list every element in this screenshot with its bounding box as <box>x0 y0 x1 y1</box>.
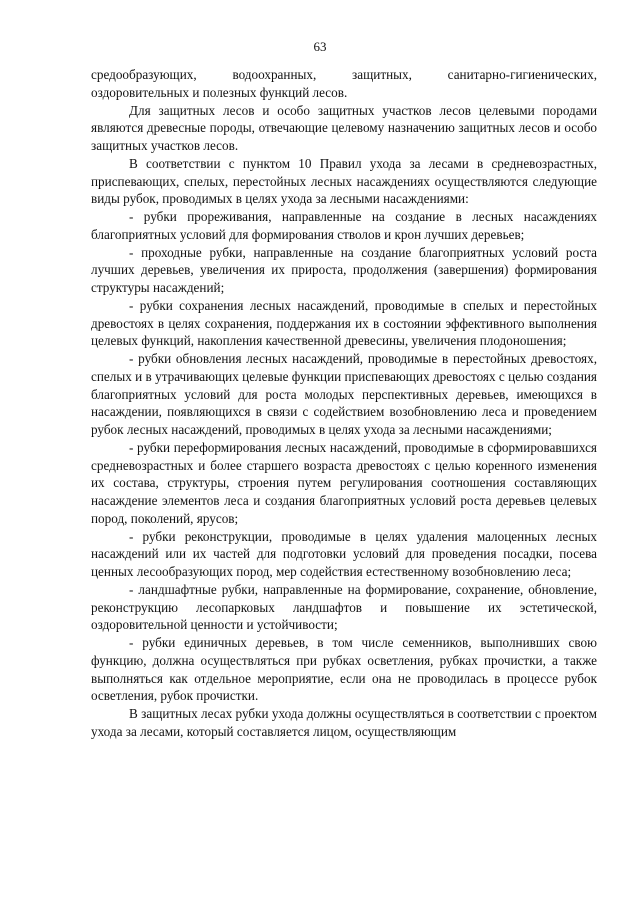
paragraph-final: В защитных лесах рубки ухода должны осуществляться в соответствии с проектом ухода за лесами, который составляется лицом, осуществляющим <box>91 706 597 739</box>
paragraph-3: В соответствии с пунктом 10 Правил ухода за лесами в средневозрастных, приспевающих, спелых, перестойных лесных насаждениях осуществляются следующие виды рубок, проводимых в целях ухода за лесными насаждениями: <box>91 155 597 207</box>
list-item-single-tree-cutting: - рубки единичных деревьев, в том числе семенников, выполнивших свою функцию, должна осуществляться при рубках осветления, рубках прочистки, а также выполняться как отдельное мероприятие, если она не проводилась в процессе рубок осветления, рубок прочистки. <box>91 635 597 704</box>
list-item-renewal-cutting: - рубки обновления лесных насаждений, проводимые в перестойных древостоях, спелых и в утрачивающих целевые функции приспевающих древостоях с целью создания благоприятных условий для роста молодых перспективных деревьев, имеющихся в насаждении, появляющихся в связи с содействием возобновлению леса и проведением рубок лесных насаждений, проводимых в целях ухода за лесными насаждениями; <box>91 351 597 437</box>
page-number: 63 <box>313 39 327 54</box>
list-item-passage-cutting: - проходные рубки, направленные на создание благоприятных условий роста лучших деревьев, увеличения их прироста, продолжения (завершения) формирования структуры насаждений; <box>91 244 597 295</box>
list-item-thinning: - рубки прореживания, направленные на создание в лесных насаждениях благоприятных условий для формирования стволов и крон лучших деревьев; <box>91 209 597 242</box>
list-item-reconstruction-cutting: - рубки реконструкции, проводимые в целях удаления малоценных лесных насаждений или их частей для подготовки условий для проведения посадки, посева ценных лесообразующих пород, мер содействия естественному возобновлению леса; <box>91 528 597 579</box>
document-body <box>91 66 597 741</box>
paragraph-2: Для защитных лесов и особо защитных участков лесов целевыми породами являются древесные породы, отвечающие целевому назначению защитных лесов и особо защитных участков лесов. <box>91 102 597 153</box>
list-item-reformation-cutting: - рубки переформирования лесных насаждений, проводимые в сформировавшихся средневозрастных и более старшего возраста древостоях с целью коренного изменения их состава, структуры, строения путем регулирования соотношения составляющих насаждение элементов леса и создания благоприятных условий роста деревьев целевых пород, поколений, ярусов; <box>91 439 597 526</box>
paragraph-1: средообразующих, водоохранных, защитных, санитарно-гигиенических, оздоровительных и полезных функций лесов. <box>91 67 597 100</box>
list-item-landscape-cutting: - ландшафтные рубки, направленные на формирование, сохранение, обновление, реконструкцию лесопарковых ландшафтов и повышение их эстетической, оздоровительной ценности и устойчивости; <box>91 581 597 633</box>
list-item-preservation-cutting: - рубки сохранения лесных насаждений, проводимые в спелых и перестойных древостоях в целях сохранения, поддержания их в состоянии эффективного выполнения целевых функций, накопления качественной древесины, увеличения плодоношения; <box>91 297 597 349</box>
